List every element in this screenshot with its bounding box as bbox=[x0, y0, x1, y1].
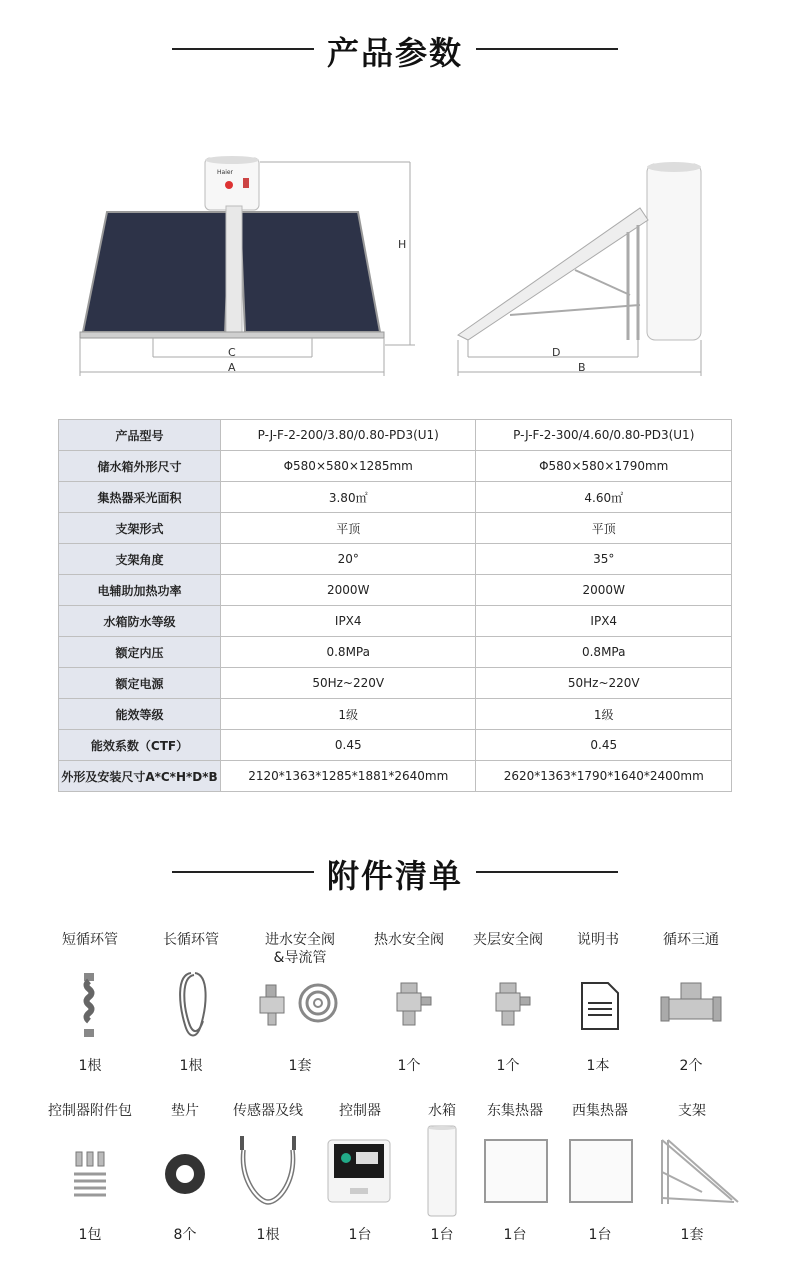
accessory-name: 控制器 bbox=[339, 1103, 381, 1119]
spec-label: 支架形式 bbox=[59, 513, 221, 544]
params-title: 产品参数 bbox=[326, 34, 463, 72]
spec-value-model-2: 35° bbox=[476, 544, 732, 575]
accessory-name: 夹层安全阀 bbox=[473, 932, 543, 948]
spec-value-model-1: Φ580×580×1285mm bbox=[220, 451, 476, 482]
spec-label: 储水箱外形尺寸 bbox=[59, 451, 221, 482]
product-dimension-diagram bbox=[0, 140, 790, 380]
spec-row bbox=[59, 699, 732, 730]
accessory-name: 长循环管 bbox=[163, 932, 219, 948]
accessory-name: 水箱 bbox=[428, 1103, 456, 1119]
spec-row bbox=[59, 730, 732, 761]
accessory-name: 东集热器 bbox=[487, 1103, 543, 1119]
spec-row bbox=[59, 482, 732, 513]
accessory-qty: 2个 bbox=[679, 1058, 703, 1074]
spec-value-model-1: 2000W bbox=[220, 575, 476, 606]
dim-label-a: A bbox=[228, 361, 236, 374]
accessory-name: 西集热器 bbox=[572, 1103, 628, 1119]
accessory-qty: 1台 bbox=[348, 1227, 372, 1243]
accessory-name: 进水安全阀 bbox=[265, 932, 335, 948]
spec-value-model-2: 1级 bbox=[476, 699, 732, 730]
spec-value-model-2: 50Hz~220V bbox=[476, 668, 732, 699]
accessory-qty: 1根 bbox=[256, 1227, 280, 1243]
spec-row bbox=[59, 451, 732, 482]
spec-row bbox=[59, 544, 732, 575]
bracket-icon bbox=[642, 1132, 742, 1212]
accessory-qty: 1个 bbox=[397, 1058, 421, 1074]
accessory-manual bbox=[548, 931, 648, 1076]
accessory-name: 传感器及线 bbox=[233, 1103, 303, 1119]
spec-value-model-2: IPX4 bbox=[476, 606, 732, 637]
accessory-qty: 1本 bbox=[586, 1058, 610, 1074]
west-collector-icon bbox=[550, 1136, 650, 1216]
accessory-name: 说明书 bbox=[577, 932, 619, 948]
accessory-name: 支架 bbox=[678, 1103, 706, 1119]
spec-row bbox=[59, 668, 732, 699]
title-divider-left bbox=[172, 48, 314, 50]
accessory-bracket bbox=[642, 1102, 742, 1242]
accessories-title: 附件清单 bbox=[326, 857, 463, 895]
spec-value-model-1: 2120*1363*1285*1881*2640mm bbox=[220, 761, 476, 792]
spec-label: 能效等级 bbox=[59, 699, 221, 730]
accessory-qty: 1包 bbox=[78, 1227, 102, 1243]
spec-row bbox=[59, 575, 732, 606]
spec-value-model-2: Φ580×580×1790mm bbox=[476, 451, 732, 482]
accessory-short-pipe bbox=[40, 931, 140, 1076]
spec-value-model-1: 1级 bbox=[220, 699, 476, 730]
accessory-qty: 1套 bbox=[680, 1227, 704, 1243]
accessory-qty: 8个 bbox=[173, 1227, 197, 1243]
accessory-name: 热水安全阀 bbox=[374, 932, 444, 948]
accessory-name: 短循环管 bbox=[62, 932, 118, 948]
spec-label: 额定内压 bbox=[59, 637, 221, 668]
spec-row bbox=[59, 606, 732, 637]
spec-row bbox=[59, 761, 732, 792]
sensor-cable-icon bbox=[218, 1132, 318, 1212]
spec-value-model-1: 0.45 bbox=[220, 730, 476, 761]
tee-icon bbox=[641, 975, 741, 1035]
diagram-svg bbox=[0, 140, 790, 380]
accessory-sensor-cable bbox=[218, 1102, 318, 1242]
params-section-header bbox=[0, 24, 790, 74]
accessory-name: 垫片 bbox=[171, 1103, 199, 1119]
accessory-qty: 1台 bbox=[430, 1227, 454, 1243]
spec-label: 能效系数（CTF） bbox=[59, 730, 221, 761]
spec-value-model-2: 0.8MPa bbox=[476, 637, 732, 668]
title-divider-right bbox=[476, 48, 618, 50]
spec-row bbox=[59, 513, 732, 544]
spec-table-body bbox=[59, 420, 732, 792]
spec-value-model-2: 0.45 bbox=[476, 730, 732, 761]
spec-label: 外形及安装尺寸A*C*H*D*B bbox=[59, 761, 221, 792]
accessory-inlet-valve bbox=[250, 931, 350, 1076]
accessory-controller-kit bbox=[40, 1102, 140, 1242]
spec-row bbox=[59, 637, 732, 668]
accessory-west-collector bbox=[550, 1102, 650, 1242]
accessory-name: 循环三通 bbox=[663, 932, 719, 948]
short-pipe-icon bbox=[40, 965, 140, 1045]
spec-value-model-1: 3.80㎡ bbox=[220, 482, 476, 513]
spec-label: 额定电源 bbox=[59, 668, 221, 699]
dim-label-h: H bbox=[398, 238, 407, 251]
spec-value-model-2: P-J-F-2-300/4.60/0.80-PD3(U1) bbox=[476, 420, 732, 451]
spec-value-model-1: 50Hz~220V bbox=[220, 668, 476, 699]
spec-label: 产品型号 bbox=[59, 420, 221, 451]
accessory-qty: 1台 bbox=[503, 1227, 527, 1243]
spec-value-model-1: 20° bbox=[220, 544, 476, 575]
accessory-qty: 1根 bbox=[179, 1058, 203, 1074]
spec-table bbox=[58, 419, 732, 792]
title-divider-left bbox=[172, 871, 314, 873]
dim-label-b: B bbox=[578, 361, 586, 374]
spec-value-model-1: 0.8MPa bbox=[220, 637, 476, 668]
accessory-name: 控制器附件包 bbox=[48, 1103, 132, 1119]
accessory-qty: 1个 bbox=[496, 1058, 520, 1074]
hot-valve-icon bbox=[359, 975, 459, 1035]
spec-value-model-1: IPX4 bbox=[220, 606, 476, 637]
dim-label-c: C bbox=[228, 346, 236, 359]
manual-icon bbox=[548, 975, 648, 1035]
spec-label: 集热器采光面积 bbox=[59, 482, 221, 513]
spec-label: 支架角度 bbox=[59, 544, 221, 575]
accessory-name-line2: &导流管 bbox=[273, 950, 327, 966]
accessory-qty: 1套 bbox=[288, 1058, 312, 1074]
long-pipe-icon bbox=[141, 965, 241, 1045]
accessory-qty: 1台 bbox=[588, 1227, 612, 1243]
spec-value-model-1: 平顶 bbox=[220, 513, 476, 544]
accessory-hot-valve bbox=[359, 931, 459, 1076]
accessory-tee bbox=[641, 931, 741, 1076]
inlet-valve-icon bbox=[250, 975, 350, 1035]
accessory-jacket-valve bbox=[458, 931, 558, 1076]
spec-label: 电辅助加热功率 bbox=[59, 575, 221, 606]
spec-value-model-1: P-J-F-2-200/3.80/0.80-PD3(U1) bbox=[220, 420, 476, 451]
accessory-long-pipe bbox=[141, 931, 241, 1076]
spec-value-model-2: 2000W bbox=[476, 575, 732, 606]
dim-label-d: D bbox=[552, 346, 561, 359]
title-divider-right bbox=[476, 871, 618, 873]
spec-value-model-2: 4.60㎡ bbox=[476, 482, 732, 513]
jacket-valve-icon bbox=[458, 975, 558, 1035]
accessories-section-header bbox=[0, 847, 790, 897]
tank-brand: Haier bbox=[217, 169, 234, 176]
spec-value-model-2: 平顶 bbox=[476, 513, 732, 544]
accessory-qty: 1根 bbox=[78, 1058, 102, 1074]
spec-value-model-2: 2620*1363*1790*1640*2400mm bbox=[476, 761, 732, 792]
spec-label: 水箱防水等级 bbox=[59, 606, 221, 637]
controller-kit-icon bbox=[40, 1146, 140, 1206]
spec-row bbox=[59, 420, 732, 451]
